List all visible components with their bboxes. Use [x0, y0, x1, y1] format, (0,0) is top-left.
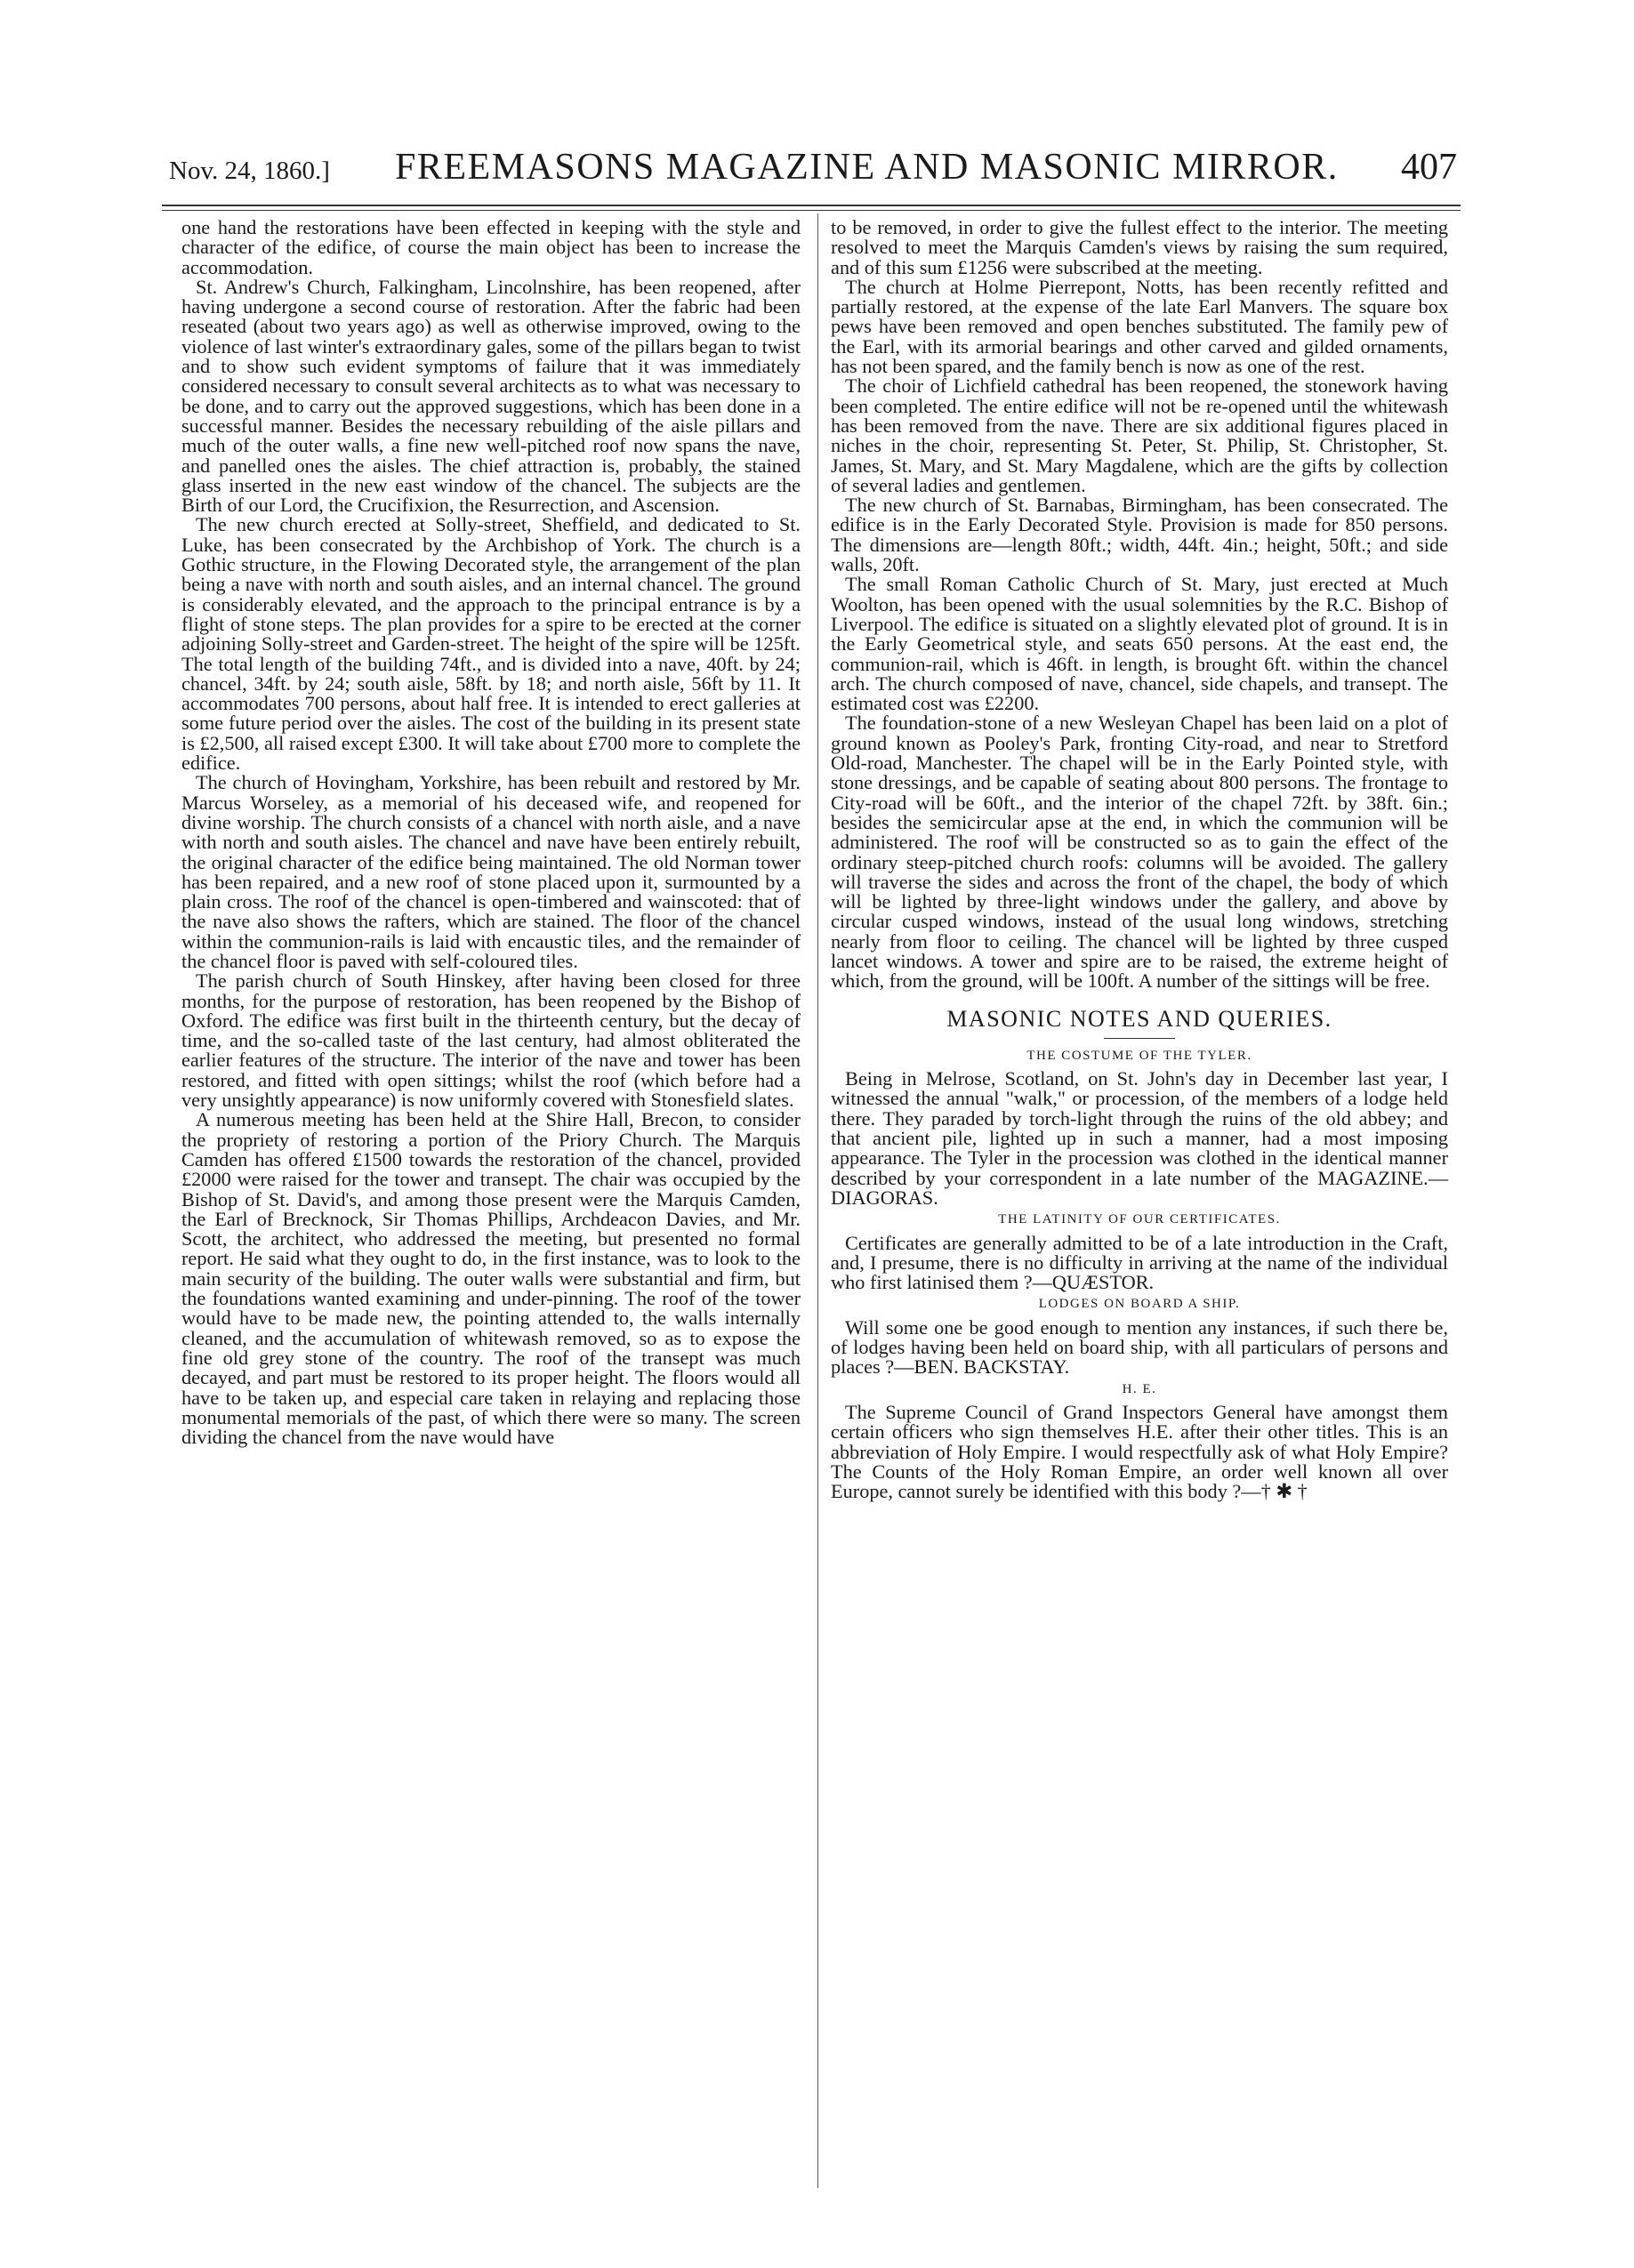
magazine-title: FREEMASONS MAGAZINE AND MASONIC MIRROR. [395, 147, 1339, 188]
section-rule [1104, 1038, 1175, 1039]
paragraph-he: The Supreme Council of Grand Inspectors General have amongst them certain officers who sign themselves H.E. after their other titles. This is an abbreviation of Holy Empire. I would respectfully ask of what Holy Empire? The Counts of the Holy Roman Empire, an order well known all over Europe, cannot surely be identified with this body ?—† ✱ † [831, 1400, 1448, 1503]
paragraph-st-barnabas: The new church of St. Barnabas, Birmingham, has been consecrated. The edifice is in the Early Decorated Style. Provision is made for 850 persons. The dimensions are—length 80ft.; width, 44ft. 4in.; height, 50ft.; and side walls, 20ft. [831, 494, 1448, 576]
paragraph-holme-pierrepont: The church at Holme Pierrepont, Notts, has been recently refitted and partially restored, at the expense of the late Earl Manvers. The square box pews have been removed and open benches substituted. The family pew of the Earl, with its armorial bearings and other carved and gilded ornaments, has not been spared, and the family bench is now as one of the rest. [831, 275, 1448, 378]
paragraph-wesleyan-chapel: The foundation-stone of a new Wesleyan Chapel has been laid on a plot of ground known as Pooley's Park, fronting City-road, and near to Stretford Old-road, Manchester. The chapel will be in the Early Pointed style, with stone dressings, and be capable of seating about 800 persons. The frontage to City-road will be 60ft., and the interior of the chapel 72ft. by 38ft. 6in.; besides the semicircular apse at the end, in which the communion will be administered. The roof will be constructed so as to gain the effect of the ordinary steep-pitched church roofs: columns will be avoided. The gallery will traverse the sides and across the front of the chapel, the body of which will be lighted by three-light windows under the gallery, and above by circular cusped windows, instead of the usual long windows, stretching nearly from floor to ceiling. The chancel will be lighted by three cusped lancet windows. A tower and spire are to be raised, the extreme height of which, from the ground, will be 100ft. A number of the sittings will be free. [831, 712, 1448, 993]
paragraph-brecon: A numerous meeting has been held at the Shire Hall, Brecon, to consider the propriety of restoring a portion of the Priory Church. The Marquis Camden has offered £1500 towards the restoration of the chancel, provided £2000 were raised for the tower and transept. The chair was occupied by the Bishop of St. David's, and among those present were the Marquis Camden, the Earl of Brecknock, Sir Thomas Phillips, Archdeacon Davies, and Mr. Scott, the architect, who addressed the meeting, but presented no formal report. He said what they ought to do, in the first instance, was to look to the main security of the building. The outer walls were substantial and firm, but the foundations wanted examining and under-pinning. The roof of the tower would have to be made new, the pointing attended to, the walls internally cleaned, and the accumulation of whitewash removed, so as to expose the fine old grey stone of the country. The roof of the transept was much decayed, and part must be restored to its proper height. The floors would all have to be taken up, and especial care taken in relaying and replacing those monumental memorials of the past, of which there were so many. The screen dividing the chancel from the nave would have [181, 1108, 801, 1449]
section-title: MASONIC NOTES AND QUERIES. [946, 1005, 1332, 1032]
paragraph-falkingham: St. Andrew's Church, Falkingham, Lincolnshire, has been reopened, after having undergone a second course of restoration. After the fabric had been reseated (about two years ago) as well as otherwise improved, owing to the violence of last winter's extraordinary gales, some of the pillars began to twist and to show such evident symptoms of failure that it was immediately considered necessary to consult several architects as to what was necessary to be done, and to carry out the approved suggestions, which has been done in a successful manner. Besides the necessary rebuilding of the aisle pillars and much of the outer walls, a fine new well-pitched roof now spans the nave, and panelled ones the aisles. The chief attraction is, probably, the stained glass inserted in the new east window of the chancel. The subjects are the Birth of our Lord, the Crucifixion, the Resurrection, and Ascension. [181, 275, 801, 517]
paragraph-south-hinskey: The parish church of South Hinskey, after having been closed for three months, for the purpose of restoration, has been reopened by the Bishop of Oxford. The edifice was first built in the thirteenth century, but the decay of time, and the so-called taste of the last century, had almost obliterated the earlier features of the structure. The interior of the nave and tower has been restored, and fitted with open sittings; whilst the roof (which before had a very unsightly appearance) is now uniformly covered with Stonesfield slates. [181, 969, 801, 1112]
paragraph-continuation: one hand the restorations have been effected in keeping with the style and character of the edifice, of course the main object has been to increase the accommodation. [181, 216, 801, 278]
paragraph-hovingham: The church of Hovingham, Yorkshire, has been rebuilt and restored by Mr. Marcus Worseley, as a memorial of his deceased wife, and reopened for divine worship. The church consists of a chancel with north aisle, and a nave with north and south aisles. The chancel and nave have been entirely rebuilt, the original character of the edifice being maintained. The old Norman tower has been repaired, and a new roof of stone placed upon it, surmounted by a plain cross. The roof of the chancel is open-timbered and wainscoted: that of the nave also shows the rafters, which are stained. The floor of the chancel within the communion-rails is laid with encaustic tiles, and the remainder of the chancel floor is paved with self-coloured tiles. [181, 771, 801, 972]
masthead [162, 141, 1461, 194]
paragraph-lichfield: The choir of Lichfield cathedral has been reopened, the stonework having been completed. The entire edifice will not be re-opened until the whitewash has been removed from the nave. There are six additional figures placed in niches in the choir, representing St. Peter, St. Philip, St. Christopher, St. James, St. Mary, and St. Mary Magdalene, which are the gifts by collection of several ladies and gentlemen. [831, 374, 1448, 496]
header-rule-thin [162, 210, 1461, 211]
subheading-lodges: LODGES ON BOARD A SHIP. [1038, 1297, 1241, 1312]
paragraph-much-woolton: The small Roman Catholic Church of St. Mary, just erected at Much Woolton, has been opened with the usual solemnities by the R.C. Bishop of Liverpool. The edifice is situated on a slightly elevated plot of ground. It is in the Early Geometrical style, and seats 650 persons. At the east end, the communion-rail, which is 46ft. in length, is brought 6ft. within the chancel arch. The church composed of nave, chancel, side chapels, and transept. The estimated cost was £2200. [831, 573, 1448, 715]
paragraph-sheffield: The new church erected at Solly-street, Sheffield, and dedicated to St. Luke, has been consecrated by the Archbishop of York. The church is a Gothic structure, in the Flowing Decorated style, the arrangement of the plan being a nave with north and south aisles, and an internal chancel. The ground is considerably elevated, and the approach to the principal entrance is by a flight of stone steps. The plan provides for a spire to be erected at the corner adjoining Solly-street and Garden-street. The height of the spire will be 125ft. The total length of the building 74ft., and is divided into a nave, 40ft. by 24; chancel, 34ft. by 24; south aisle, 58ft. by 18; and north aisle, 56ft by 11. It accommodates 700 persons, about half free. It is intended to erect galleries at some future period over the aisles. The cost of the building in its present state is £2,500, all raised except £300. It will take about £700 more to complete the edifice. [181, 513, 801, 775]
column-divider [817, 213, 818, 2188]
issue-date: Nov. 24, 1860.] [169, 157, 330, 185]
subheading-he: H. E. [1122, 1381, 1157, 1396]
subheading-latinity: THE LATINITY OF OUR CERTIFICATES. [998, 1212, 1281, 1227]
header-rule [162, 205, 1461, 206]
paragraph-lodges: Will some one be good enough to mention any instances, if such there be, of lodges having been held on board ship, with all particulars of persons and places ?—BEN. BACKSTAY. [831, 1315, 1448, 1379]
paragraph-latinity: Certificates are generally admitted to be of a late introduction in the Craft, and, I presume, there is no difficulty in arriving at the name of the individual who first latinised them ?—QUÆSTOR. [831, 1231, 1448, 1294]
paragraph-tyler: Being in Melrose, Scotland, on St. John's day in December last year, I witnessed the annual "walk," or procession, of the members of a lodge held there. They paraded by torch-light through the ruins of the old abbey; and that ancient pile, lighted up in such a manner, had a most imposing appearance. The Tyler in the procession was clothed in the identical manner described by your correspondent in a late number of the MAGAZINE.—DIAGORAS. [831, 1067, 1448, 1209]
left-column [181, 218, 801, 1447]
paragraph-continuation: to be removed, in order to give the fullest effect to the interior. The meeting resolved to meet the Marquis Camden's views by raising the sum required, and of this sum £1256 were subscribed at the meeting. [831, 216, 1448, 278]
right-column [831, 218, 1448, 1501]
subheading-tyler: THE COSTUME OF THE TYLER. [1026, 1048, 1252, 1063]
page-number: 407 [1401, 147, 1457, 188]
